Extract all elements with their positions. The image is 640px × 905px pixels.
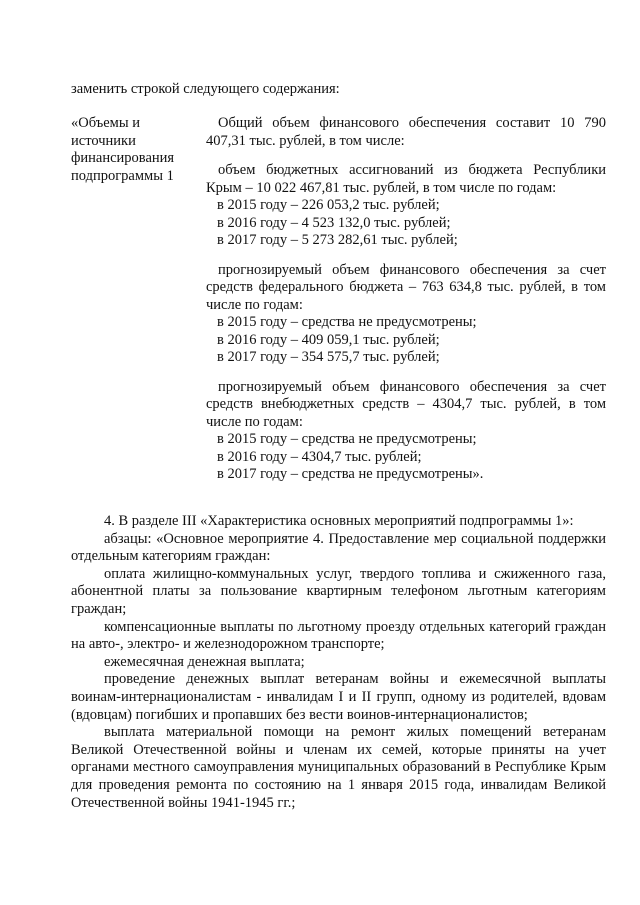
extrabudget-year: в 2017 году – средства не предусмотрены».	[217, 466, 484, 482]
intro-text: заменить строкой следующего содержания:	[71, 81, 340, 97]
section-paragraph: выплата материальной помощи на ремонт жилых помещений ветеранам Великой Отечественной войны и членам их семей, которые приняты на учет органами местного самоуправления муниципальных образований в Республике Крым для проведения ремонта по состоянию на 1 января 2015 года, инвалидам Великой Отечественной войны 1941-1945 гг.;	[71, 724, 606, 811]
section-paragraph: ежемесячная денежная выплата;	[104, 653, 305, 670]
federal-year: в 2016 году – 409 059,1 тыс. рублей;	[217, 331, 440, 348]
left-line: подпрограммы 1	[71, 167, 174, 184]
extrabudget-year: в 2015 году – средства не предусмотрены;	[217, 431, 477, 447]
budget-rk-year: в 2015 году – 226 053,2 тыс. рублей;	[217, 197, 440, 213]
federal-text: прогнозируемый объем финансового обеспечения за счет средств федерального бюджета – 763 634,8 тыс. рублей, в том числе по годам:	[206, 261, 606, 313]
federal-year: в 2017 году – 354 575,7 тыс. рублей;	[217, 349, 440, 365]
budget-rk-year: в 2017 году – 5 273 282,61 тыс. рублей;	[217, 232, 458, 248]
federal-year: в 2015 году – средства не предусмотрены;	[217, 314, 477, 330]
table-left-column	[71, 115, 199, 185]
section-paragraph: абзацы: «Основное мероприятие 4. Предоставление мер социальной поддержки отдельным категориям граждан:	[71, 530, 606, 565]
section-text	[71, 513, 606, 812]
total-block	[206, 115, 606, 150]
section-paragraph: оплата жилищно-коммунальных услуг, твердого топлива и сжиженного газа, абонентной платы за пользование квартирным телефоном льготным категориям граждан;	[71, 565, 606, 617]
extrabudget-block	[206, 379, 606, 484]
federal-block	[206, 262, 606, 367]
budget-rk-block	[206, 162, 606, 250]
left-line: источники	[71, 132, 136, 149]
total-text: Общий объем финансового обеспечения составит 10 790 407,31 тыс. рублей, в том числе:	[206, 115, 606, 149]
left-line: финансирования	[71, 150, 175, 166]
section-paragraph: компенсационные выплаты по льготному проезду отдельных категорий граждан на авто-, электро- и железнодорожном транспорте;	[71, 618, 606, 653]
budget-rk-year: в 2016 году – 4 523 132,0 тыс. рублей;	[217, 214, 451, 231]
extrabudget-year: в 2016 году – 4304,7 тыс. рублей;	[217, 448, 422, 465]
extrabudget-text: прогнозируемый объем финансового обеспечения за счет средств внебюджетных средств – 4304,7 тыс. рублей, в том числе по годам:	[206, 378, 606, 430]
left-line: «Объемы и	[71, 115, 140, 131]
section-paragraph: проведение денежных выплат ветеранам войны и ежемесячной выплаты воинам-интернационалистам - инвалидам I и II групп, одному из родителей, вдовам (вдовцам) погибших и пропавших без вести воинов-интернационалистов;	[71, 671, 606, 723]
table-right-column	[206, 115, 606, 496]
section-heading: 4. В разделе III «Характеристика основных мероприятий подпрограммы 1»:	[104, 513, 574, 529]
budget-rk-text: объем бюджетных ассигнований из бюджета Республики Крым – 10 022 467,81 тыс. рублей, в том числе по годам:	[206, 162, 606, 196]
